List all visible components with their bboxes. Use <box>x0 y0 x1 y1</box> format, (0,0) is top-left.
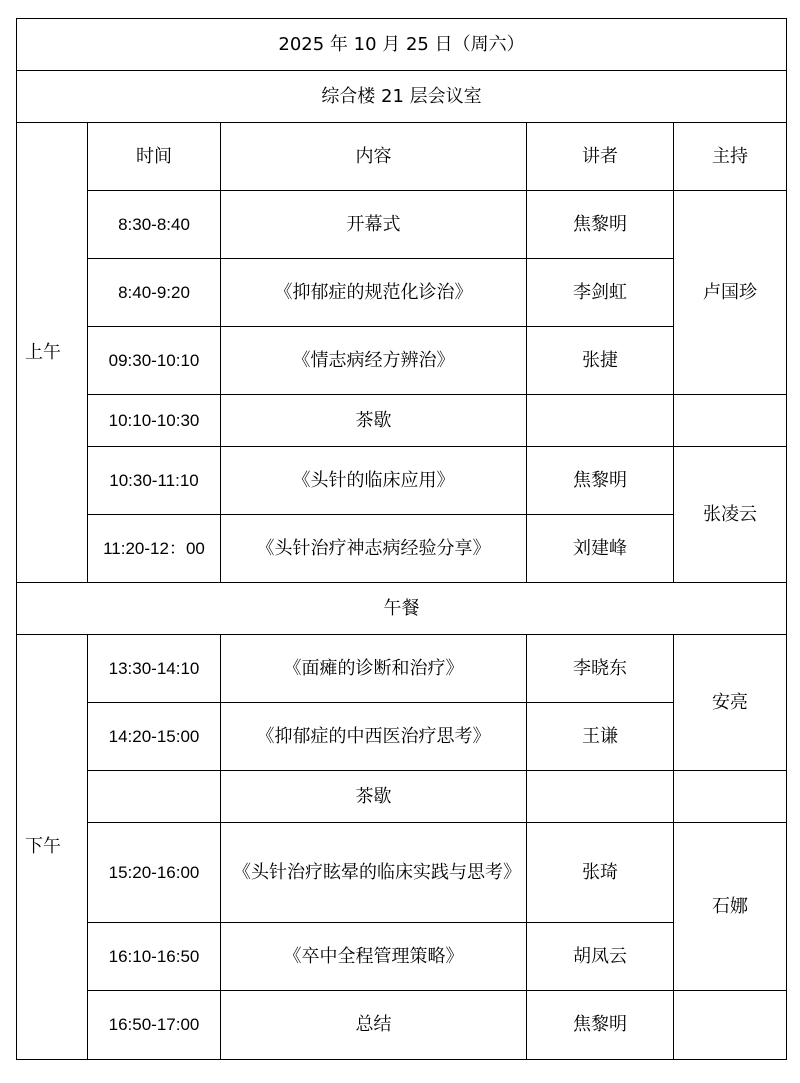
host-cell: 安亮 <box>674 635 787 771</box>
speaker-cell: 张捷 <box>527 327 674 395</box>
table-row <box>17 259 787 327</box>
date-heading: 2025 年 10 月 25 日（周六） <box>17 19 787 71</box>
time-cell: 16:50-17:00 <box>88 991 221 1060</box>
time-cell: 13:30-14:10 <box>88 635 221 703</box>
time-cell: 09:30-10:10 <box>88 327 221 395</box>
column-header-speaker: 讲者 <box>527 123 674 191</box>
time-cell: 14:20-15:00 <box>88 703 221 771</box>
table-row <box>17 395 787 447</box>
time-cell: 8:30-8:40 <box>88 191 221 259</box>
host-cell <box>674 771 787 823</box>
table-row <box>17 447 787 515</box>
content-cell: 《头针治疗神志病经验分享》 <box>221 515 527 583</box>
column-header-host: 主持 <box>674 123 787 191</box>
speaker-cell <box>527 771 674 823</box>
column-header-content: 内容 <box>221 123 527 191</box>
content-cell: 总结 <box>221 991 527 1060</box>
table-row <box>17 991 787 1060</box>
content-cell: 《抑郁症的规范化诊治》 <box>221 259 527 327</box>
time-cell: 11:20-12：00 <box>88 515 221 583</box>
speaker-cell: 刘建峰 <box>527 515 674 583</box>
content-cell: 茶歇 <box>221 395 527 447</box>
table-row <box>17 515 787 583</box>
table-row <box>17 703 787 771</box>
speaker-cell: 胡凤云 <box>527 923 674 991</box>
lunch-row <box>17 583 787 635</box>
speaker-cell: 李晓东 <box>527 635 674 703</box>
table-row <box>17 771 787 823</box>
content-cell: 《头针的临床应用》 <box>221 447 527 515</box>
time-cell: 10:10-10:30 <box>88 395 221 447</box>
host-cell <box>674 395 787 447</box>
speaker-cell: 焦黎明 <box>527 447 674 515</box>
table-row <box>17 191 787 259</box>
speaker-cell: 焦黎明 <box>527 991 674 1060</box>
content-cell: 《抑郁症的中西医治疗思考》 <box>221 703 527 771</box>
table-row <box>17 327 787 395</box>
content-cell: 开幕式 <box>221 191 527 259</box>
speaker-cell: 焦黎明 <box>527 191 674 259</box>
venue-row <box>17 71 787 123</box>
table-row <box>17 635 787 703</box>
time-cell: 8:40-9:20 <box>88 259 221 327</box>
schedule-table <box>16 18 787 1060</box>
table-row <box>17 823 787 923</box>
speaker-cell: 李剑虹 <box>527 259 674 327</box>
time-cell: 16:10-16:50 <box>88 923 221 991</box>
session-label-afternoon: 下午 <box>17 635 88 1060</box>
column-header-row <box>17 123 787 191</box>
speaker-cell: 张琦 <box>527 823 674 923</box>
host-cell: 卢国珍 <box>674 191 787 395</box>
time-cell: 15:20-16:00 <box>88 823 221 923</box>
table-row <box>17 923 787 991</box>
host-cell: 石娜 <box>674 823 787 991</box>
host-cell: 张凌云 <box>674 447 787 583</box>
host-cell <box>674 991 787 1060</box>
content-cell: 《情志病经方辨治》 <box>221 327 527 395</box>
speaker-cell: 王谦 <box>527 703 674 771</box>
content-cell: 《头针治疗眩晕的临床实践与思考》 <box>221 823 527 923</box>
content-cell: 茶歇 <box>221 771 527 823</box>
lunch-label: 午餐 <box>17 583 787 635</box>
date-row <box>17 19 787 71</box>
time-cell <box>88 771 221 823</box>
column-header-time: 时间 <box>88 123 221 191</box>
speaker-cell <box>527 395 674 447</box>
content-cell: 《面瘫的诊断和治疗》 <box>221 635 527 703</box>
time-cell: 10:30-11:10 <box>88 447 221 515</box>
venue-heading: 综合楼 21 层会议室 <box>17 71 787 123</box>
session-label-morning: 上午 <box>17 123 88 583</box>
content-cell: 《卒中全程管理策略》 <box>221 923 527 991</box>
